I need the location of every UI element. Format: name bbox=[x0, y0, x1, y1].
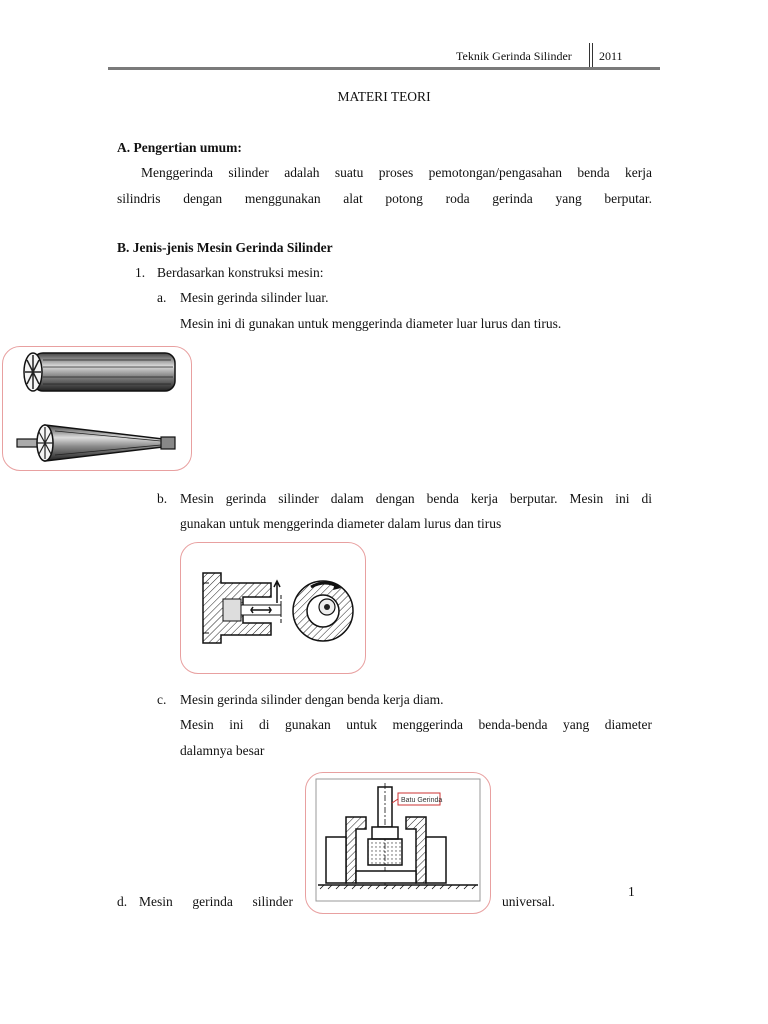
header-title: Teknik Gerinda Silinder bbox=[456, 49, 572, 63]
header-year: 2011 bbox=[599, 49, 623, 63]
item-c-title: Mesin gerinda silinder dengan benda kerja diam. bbox=[180, 692, 444, 707]
figure-c-frame bbox=[305, 772, 491, 914]
section-b-heading: B. Jenis-jenis Mesin Gerinda Silinder bbox=[117, 240, 333, 255]
item-d-text-after: universal. bbox=[502, 894, 555, 909]
section-a-paragraph-line1: Menggerinda silinder adalah suatu proses pemotongan/pengasahan benda kerja bbox=[141, 165, 652, 180]
item-b-line2: gunakan untuk menggerinda diameter dalam lurus dan tirus bbox=[180, 516, 502, 531]
item-a-letter: a. bbox=[157, 290, 167, 305]
item-c-line2: dalamnya besar bbox=[180, 743, 265, 758]
item-a-desc: Mesin ini di gunakan untuk menggerinda diameter luar lurus dan tirus. bbox=[180, 316, 562, 331]
figure-c-label: Batu Gerinda bbox=[401, 797, 443, 804]
item-a-title: Mesin gerinda silinder luar. bbox=[180, 290, 329, 305]
header-divider bbox=[589, 43, 590, 69]
figure-a-frame bbox=[2, 346, 192, 471]
header-divider-2 bbox=[592, 43, 593, 69]
item-c-letter: c. bbox=[157, 692, 167, 707]
page-number: 1 bbox=[628, 884, 635, 899]
item1-number: 1. bbox=[135, 265, 146, 280]
figure-a-cylinders bbox=[3, 347, 191, 470]
item-c-line1: Mesin ini di gunakan untuk menggerinda benda-benda yang diameter bbox=[180, 717, 652, 732]
figure-b-internal-grinding bbox=[181, 543, 365, 673]
item1-text: Berdasarkan konstruksi mesin: bbox=[157, 265, 324, 280]
header-rule bbox=[108, 67, 660, 70]
section-a-heading: A. Pengertian umum: bbox=[117, 140, 242, 155]
figure-c-stationary-grinding bbox=[306, 773, 490, 913]
page-title: MATERI TEORI bbox=[337, 89, 431, 104]
item-b-letter: b. bbox=[157, 491, 168, 506]
item-d-text-before: Mesin gerinda silinder bbox=[139, 894, 293, 909]
figure-b-frame bbox=[180, 542, 366, 674]
section-a-paragraph-line2: silindris dengan menggunakan alat potong roda gerinda yang berputar. bbox=[117, 191, 652, 206]
item-b-line1: Mesin gerinda silinder dalam dengan benda kerja berputar. Mesin ini di bbox=[180, 491, 652, 506]
item-d-letter: d. bbox=[117, 894, 128, 909]
